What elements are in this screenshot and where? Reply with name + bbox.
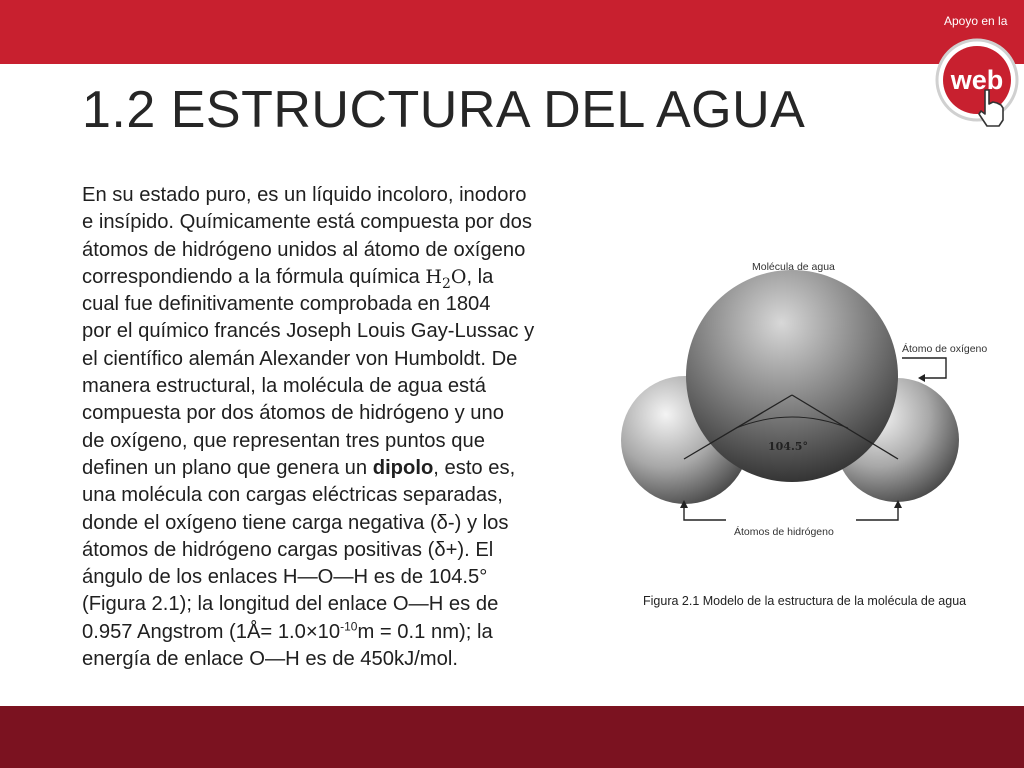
hydrogen-atoms-label: Átomos de hidrógeno xyxy=(734,526,834,538)
body-line: e insípido. Químicamente está compuesta por dos xyxy=(82,211,532,234)
web-support-badge[interactable] xyxy=(930,8,1024,138)
chemical-formula: $H_2O$ xyxy=(425,265,467,292)
exponent: -10 xyxy=(340,619,358,634)
body-line: una molécula con cargas eléctricas separadas, xyxy=(82,484,503,507)
hydrogen-pointer-left xyxy=(684,506,726,520)
badge-caption: Apoyo en la xyxy=(944,14,1008,28)
body-line: átomos de hidrógeno cargas positivas (δ+). El xyxy=(82,538,494,561)
body-line: ángulo de los enlaces H—O—H es de 104.5° xyxy=(82,566,488,589)
body-line: compuesta por dos átomos de hidrógeno y uno xyxy=(82,402,504,425)
water-molecule-figure xyxy=(616,252,994,552)
body-line: En su estado puro, es un líquido incoloro, inodoro xyxy=(82,184,527,206)
oxygen-pointer-arrowhead xyxy=(918,374,925,382)
body-line: por el químico francés Joseph Louis Gay-Lussac y xyxy=(82,320,535,343)
web-badge-word: web xyxy=(950,65,1004,95)
body-line: (Figura 2.1); la longitud del enlace O—H es de xyxy=(82,593,499,616)
dipolo-term: dipolo xyxy=(372,456,434,479)
hydrogen-pointer-right xyxy=(856,506,898,520)
body-line: donde el oxígeno tiene carga negativa (δ-) y los xyxy=(82,511,509,534)
body-line: átomos de hidrógeno unidos al átomo de oxígeno xyxy=(82,238,526,261)
slide-title: 1.2 ESTRUCTURA DEL AGUA xyxy=(82,81,806,139)
body-line: manera estructural, la molécula de agua está xyxy=(82,375,486,398)
body-line-text: , la xyxy=(466,265,494,288)
body-line: 0.957 Angstrom (1Å= $1.0\times 10^{-10}m = 0.1$ nm); la xyxy=(82,619,493,643)
oxygen-atom-label: Átomo de oxígeno xyxy=(902,343,988,355)
figure-title-label: Molécula de agua xyxy=(752,261,835,273)
water-molecule-diagram xyxy=(616,252,994,552)
body-line: el científico alemán Alexander von Humboldt. De xyxy=(82,347,518,370)
body-line-text: correspondiendo a la fórmula química xyxy=(82,265,426,288)
body-line: definen un plano que genera un dipolo, esto es, xyxy=(82,456,516,479)
bottom-footer-band xyxy=(0,706,1024,768)
bond-angle-label: 104.5° xyxy=(768,440,808,453)
figure-caption: Figura 2.1 Modelo de la estructura de la molécula de agua xyxy=(643,594,967,608)
body-line xyxy=(82,264,612,291)
body-line: cual fue definitivamente comprobada en 1804 xyxy=(82,293,491,316)
body-line: de oxígeno, que representan tres puntos que xyxy=(82,429,485,452)
body-line: energía de enlace O—H es de 450kJ/mol. xyxy=(82,648,458,671)
top-header-band xyxy=(0,0,1024,64)
body-paragraph xyxy=(82,182,612,673)
